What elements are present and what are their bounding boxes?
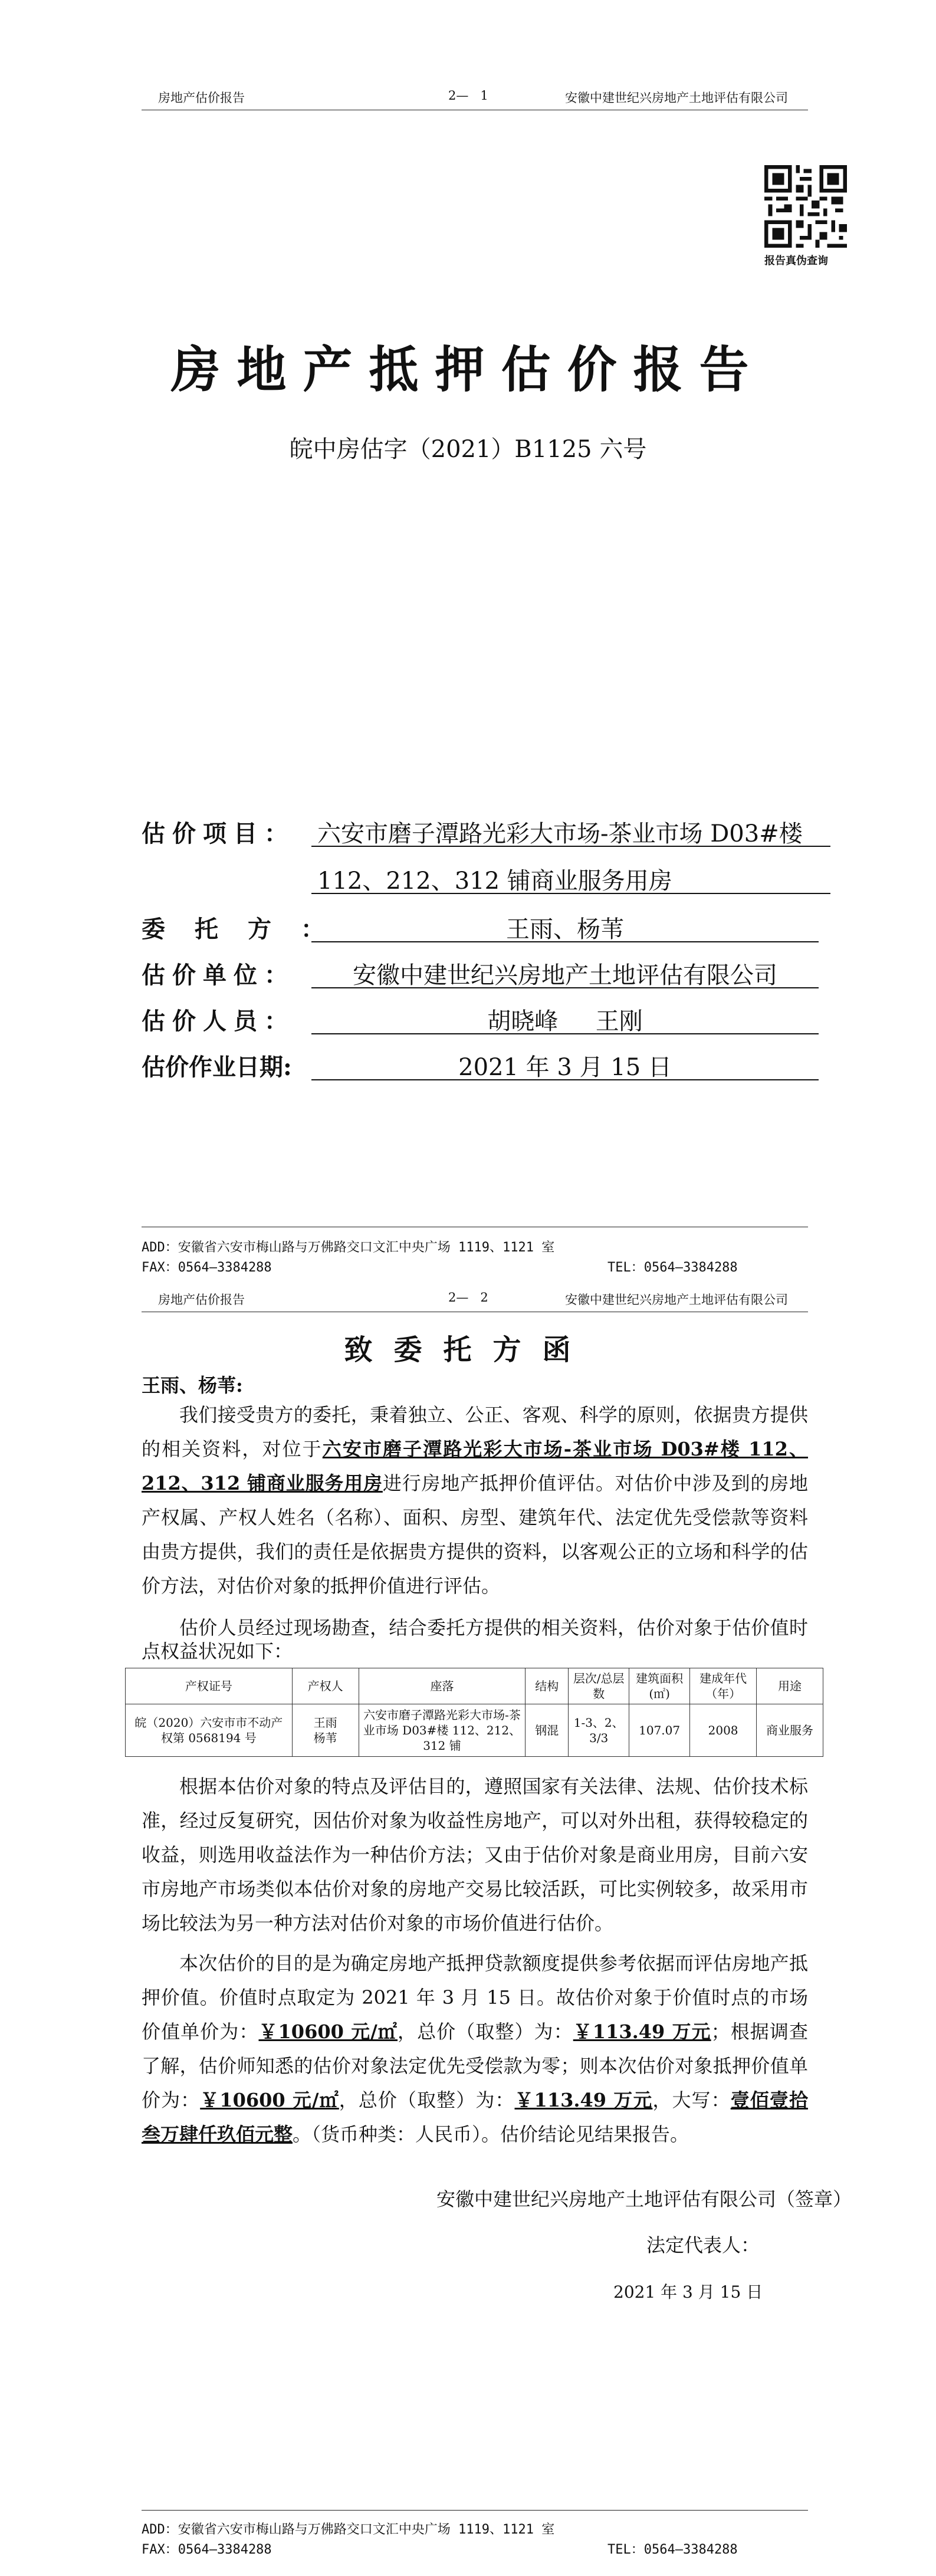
- table-header-cell: 用途: [757, 1668, 823, 1704]
- table-header-cell: 结构: [526, 1668, 569, 1704]
- project-value-line1: 六安市磨子潭路光彩大市场-茶业市场 D03#楼: [317, 820, 803, 847]
- project-underline-1: [311, 846, 830, 847]
- table-header-cell: 座落: [359, 1668, 526, 1704]
- client-value: 王雨、杨苇: [506, 916, 624, 943]
- header-right: 安徽中建世纪兴房地产土地评估有限公司: [565, 91, 788, 105]
- report-number: 皖中房估字（2021）B1125 六号: [289, 436, 647, 463]
- header-right: 安徽中建世纪兴房地产土地评估有限公司: [565, 1293, 788, 1307]
- sign-representative: 法定代表人：: [646, 2234, 760, 2256]
- footer-tel: TEL：0564—3384288: [607, 1260, 738, 1275]
- unit-label: 估价单位：: [142, 961, 295, 989]
- mortgage-total-price: ￥113.49 万元: [514, 2089, 653, 2111]
- p4-text-f: 。（货币种类：人民币）。估价结论见结果报告。: [293, 2123, 689, 2145]
- report-title: 房地产抵押估价报告: [170, 340, 766, 399]
- header-left: 房地产估价报告: [158, 91, 245, 105]
- header-page-number: 2— 1: [448, 88, 488, 103]
- footer-address: ADD：安徽省六安市梅山路与万佛路交口文汇中央广场 1119、1121 室: [142, 1240, 555, 1255]
- table-cell: 王雨 杨苇: [292, 1704, 359, 1757]
- footer-tel: TEL：0564—3384288: [607, 2542, 738, 2557]
- footer-fax: FAX：0564—3384288: [142, 2542, 272, 2557]
- property-rights-table: [125, 1668, 823, 1757]
- table-header-cell: 产权人: [292, 1668, 359, 1704]
- client-underline: [311, 941, 819, 942]
- footer-address: ADD：安徽省六安市梅山路与万佛路交口文汇中央广场 1119、1121 室: [142, 2522, 555, 2537]
- mortgage-unit-price: ￥10600 元/㎡: [200, 2089, 339, 2111]
- p1-property-address: 六安市磨子潭路光彩大市场-茶业市场 D03#楼 112、212、312 铺商业服务用房: [142, 1438, 808, 1494]
- unit-value: 安徽中建世纪兴房地产土地评估有限公司: [353, 962, 777, 989]
- paragraph-2: 估价人员经过现场勘查，结合委托方提供的相关资料，估价对象于估价值时点权益状况如下：: [142, 1616, 808, 1662]
- staff-value: 胡晓峰 王刚: [487, 1008, 643, 1035]
- client-label: 委托方：: [142, 915, 354, 943]
- p1-text-c: 进行房地产抵押价值评估。对估价中涉及到的房地产权属、产权人姓名（名称）、面积、房型、建筑年代、法定优先受偿款等资料由贵方提供，我们的责任是依据贵方提供的资料，以客观公正的立场和科学的估价方法，对估价对象的抵押价值进行评估。: [142, 1472, 808, 1597]
- qr-code-icon[interactable]: [764, 165, 847, 248]
- p1-text-a: 我们接受贵方的委托，秉着独立、公正、客观、科学的原则，依据贵方提供的相关资料，对位于: [142, 1404, 808, 1460]
- date-label: 估价作业日期:: [142, 1053, 292, 1081]
- salutation: 王雨、杨苇:: [142, 1374, 243, 1397]
- staff-label: 估价人员：: [142, 1007, 295, 1035]
- paragraph-4: [142, 1946, 808, 2151]
- sign-date: 2021 年 3 月 15 日: [613, 2282, 763, 2302]
- table-header-cell: 建筑面积(㎡): [629, 1668, 690, 1704]
- project-label: 估价项目：: [142, 820, 295, 847]
- table-cell: 2008: [690, 1704, 757, 1757]
- table-row: [126, 1704, 823, 1757]
- p4-text-a: 本次估价的目的是为确定房地产抵押贷款额度提供参考依据而评估房地产抵押价值。价值时点取定为 2021 年 3 月 15 日。故估价对象于价值时点的市场价值单价为：: [142, 1952, 808, 2043]
- header-left: 房地产估价报告: [158, 1293, 245, 1307]
- p4-text-d: ，总价（取整）为：: [339, 2089, 515, 2111]
- qr-caption: 报告真伪查询: [764, 255, 828, 267]
- paragraph-1: [142, 1398, 808, 1603]
- p4-text-c: ；根据调查了解，估价师知悉的估价对象法定优先受偿款为零；则本次估价对象抵押价值单价为：: [142, 2020, 808, 2111]
- table-cell: 六安市磨子潭路光彩大市场-茶业市场 D03#楼 112、212、312 铺: [359, 1704, 526, 1757]
- amount-in-words: 壹佰壹拾叁万肆仟玖佰元整: [142, 2089, 808, 2145]
- staff-underline: [311, 1033, 819, 1034]
- table-cell: 皖（2020）六安市市不动产权第 0568194 号: [126, 1704, 293, 1757]
- table-cell: 107.07: [629, 1704, 690, 1757]
- market-total-price: ￥113.49 万元: [573, 2020, 711, 2043]
- table-header-cell: 层次/总层数: [569, 1668, 629, 1704]
- table-cell: 商业服务: [757, 1704, 823, 1757]
- date-value: 2021 年 3 月 15 日: [458, 1054, 672, 1081]
- letter-title: 致委托方函: [344, 1333, 592, 1366]
- table-header-cell: 产权证号: [126, 1668, 293, 1704]
- paragraph-3: 根据本估价对象的特点及评估目的，遵照国家有关法律、法规、估价技术标准，经过反复研究，因估价对象为收益性房地产，可以对外出租，获得较稳定的收益，则选用收益法作为一种估价方法；又由于估价对象是商业用房，目前六安市房地产市场类似本估价对象的房地产交易比较活跃，可比实例较多，故采用市场比较法为另一种方法对估价对象的市场价值进行估价。: [142, 1775, 808, 1934]
- table-cell: 钢混: [526, 1704, 569, 1757]
- table-header-row: [126, 1668, 823, 1704]
- p4-text-e: ，大写：: [652, 2089, 731, 2111]
- p4-text-b: ，总价（取整）为：: [398, 2020, 573, 2043]
- date-underline: [311, 1079, 819, 1080]
- market-unit-price: ￥10600 元/㎡: [258, 2020, 398, 2043]
- table-cell: 1-3、2、3/3: [569, 1704, 629, 1757]
- sign-company: 安徽中建世纪兴房地产土地评估有限公司（签章）: [436, 2188, 852, 2210]
- project-value-line2: 112、212、312 铺商业服务用房: [317, 868, 672, 895]
- unit-underline: [311, 987, 819, 988]
- footer-fax: FAX：0564—3384288: [142, 1260, 272, 1275]
- header-page-number: 2— 2: [448, 1290, 488, 1305]
- project-underline-2: [311, 893, 830, 894]
- table-header-cell: 建成年代（年）: [690, 1668, 757, 1704]
- footer-rule: [142, 2510, 808, 2511]
